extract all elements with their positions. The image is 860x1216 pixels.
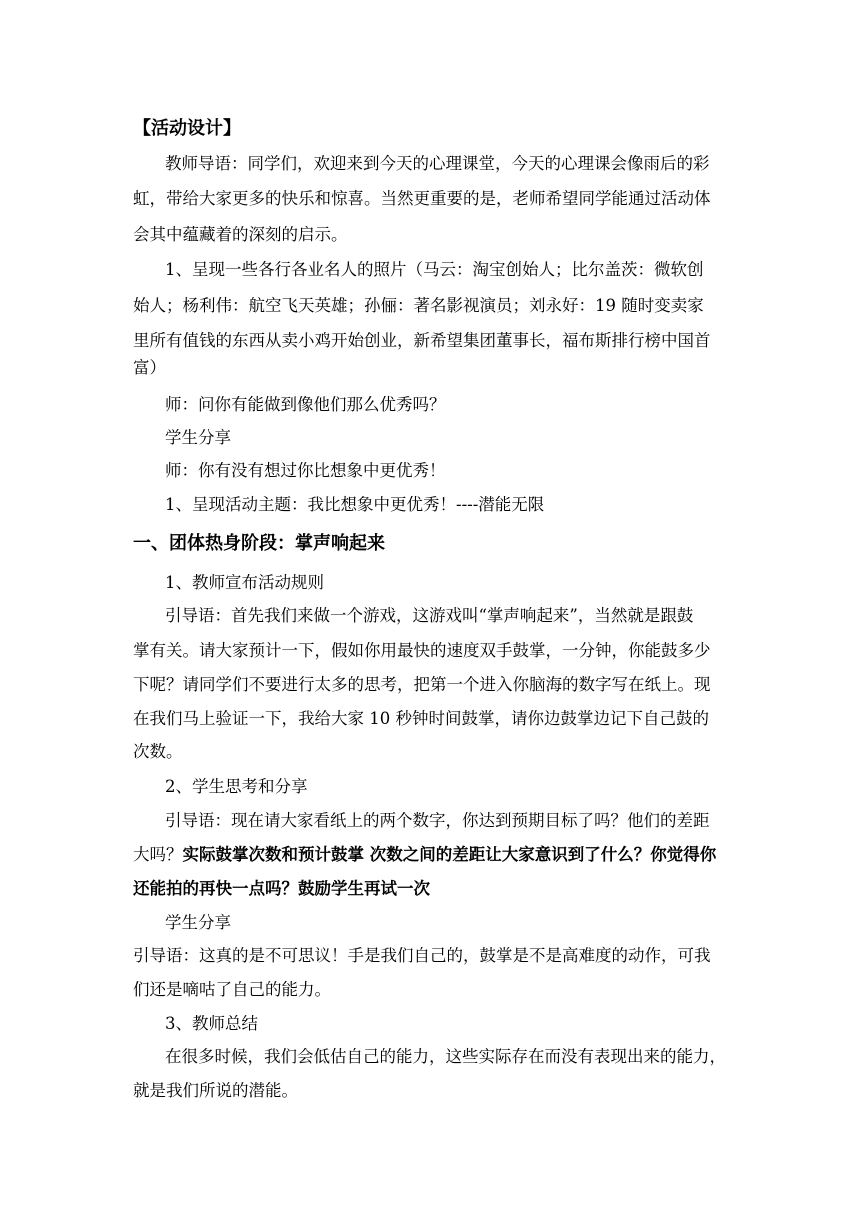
guide3-line-2: 们还是嘀咕了自己的能力。 — [133, 980, 331, 999]
step2-label: 2、学生思考和分享 — [165, 777, 308, 796]
guide1-line-1: 引导语：首先我们来做一个游戏，这游戏叫“掌声响起来”，当然就是跟鼓 — [165, 606, 694, 625]
intro-line-2: 虹，带给大家更多的快乐和惊喜。当然更重要的是，老师希望同学能通过活动体 — [133, 189, 711, 208]
step1-label: 1、教师宣布活动规则 — [165, 573, 324, 592]
intro-line-3: 会其中蕴藏着的深刻的启示。 — [133, 225, 348, 244]
guide2-line-2-normal: 大吗？ — [133, 845, 183, 864]
part1-heading: 一、团体热身阶段：掌声响起来 — [133, 533, 385, 554]
guide2-line-2-bold: 实际鼓掌次数和预计鼓掌 次数之间的差距让大家意识到了什么？你觉得你 — [182, 845, 717, 864]
guide2-line-3: 还能拍的再快一点吗？鼓励学生再试一次 — [133, 879, 430, 898]
guide1-line-3: 下呢？请同学们不要进行太多的思考，把第一个进入你脑海的数字写在纸上。现 — [133, 675, 711, 694]
guide1-line-4: 在我们马上验证一下，我给大家 10 秒钟时间鼓掌，请你边鼓掌边记下自己鼓的 — [133, 709, 709, 728]
intro-line-1: 教师导语：同学们，欢迎来到今天的心理课堂，今天的心理课会像雨后的彩 — [165, 154, 710, 173]
teacher-question-2: 师：你有没有想过你比想象中更优秀！ — [165, 461, 446, 480]
item1-line-1: 1、呈现一些各行各业名人的照片（马云：淘宝创始人；比尔盖茨：微软创 — [165, 260, 704, 279]
guide1-line-2: 掌有关。请大家预计一下，假如你用最快的速度双手鼓掌，一分钟，你能鼓多少 — [133, 641, 711, 660]
guide2-line-1: 引导语：现在请大家看纸上的两个数字，你达到预期目标了吗？他们的差距 — [165, 811, 710, 830]
item1-line-2: 始人；杨利伟：航空飞天英雄；孙俪：著名影视演员；刘永好：19 随时变卖家 — [133, 296, 704, 315]
guide1-line-5: 次数。 — [133, 742, 183, 761]
guide2-line-2 — [133, 845, 716, 865]
teacher-question-1: 师：问你有能做到像他们那么优秀吗？ — [165, 395, 446, 414]
item1-line-3: 里所有值钱的东西从卖小鸡开始创业，新希望集团董事长，福布斯排行榜中国首 — [133, 331, 711, 350]
activity-theme: 1、呈现活动主题：我比想象中更优秀！----潜能无限 — [165, 495, 545, 514]
summary-line-1: 在很多时候，我们会低估自己的能力，这些实际存在而没有表现出来的能力， — [165, 1047, 726, 1066]
guide3-line-1: 引导语：这真的是不可思议！手是我们自己的，鼓掌是不是高难度的动作，可我 — [133, 946, 711, 965]
student-share-2: 学生分享 — [165, 913, 231, 932]
section-title: 【活动设计】 — [133, 118, 241, 139]
summary-line-2: 就是我们所说的潜能。 — [133, 1081, 298, 1100]
step3-label: 3、教师总结 — [165, 1014, 258, 1033]
item1-line-4: 富） — [133, 358, 166, 377]
student-share-1: 学生分享 — [165, 428, 231, 447]
